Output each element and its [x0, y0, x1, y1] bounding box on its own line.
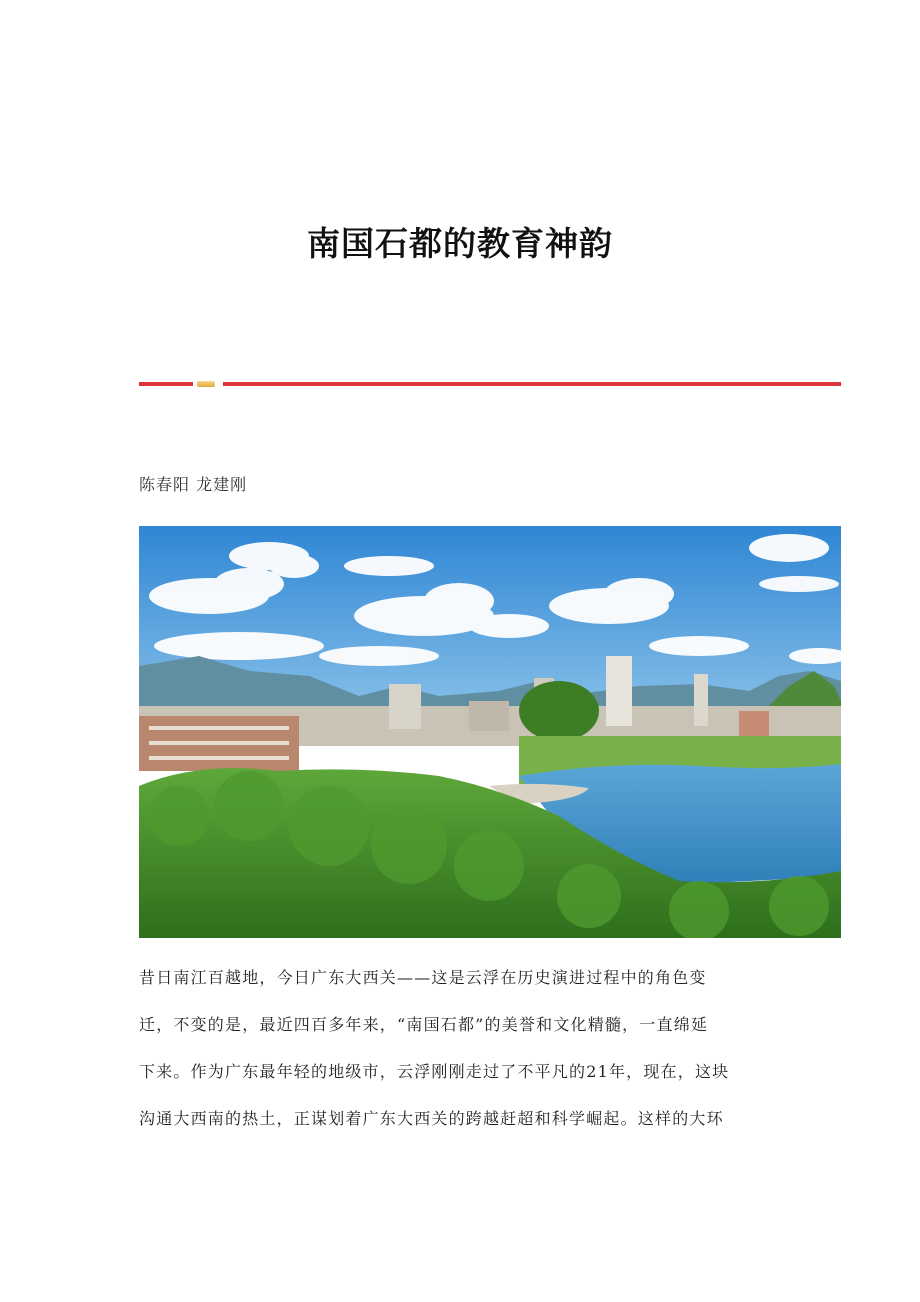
divider-bar-right: [223, 382, 841, 386]
tree-cluster: [519, 681, 599, 741]
paragraph-line: 沟通大西南的热土，正谋划着广东大西关的跨越赶超和科学崛起。这样的大环: [139, 1109, 724, 1128]
article-body: [139, 970, 789, 1158]
paragraph-line: 下来。作为广东最年轻的地级市，云浮刚刚走过了不平凡的21年，现在，这块: [139, 1062, 730, 1081]
article-authors: 陈春阳 龙建刚: [139, 475, 248, 494]
divider-bar-left: [139, 382, 193, 386]
title-divider: [139, 379, 841, 389]
paragraph-line: 昔日南江百越地，今日广东大西关——这是云浮在历史演进过程中的角色变: [139, 968, 707, 987]
paragraph-line: 迁，不变的是，最近四百多年来，“南国石都”的美誉和文化精髓，一直绵延: [139, 1015, 709, 1034]
city-landscape-photo: [139, 526, 841, 938]
divider-ornament: [197, 381, 215, 387]
article-title: 南国石都的教育神韵: [307, 224, 613, 263]
